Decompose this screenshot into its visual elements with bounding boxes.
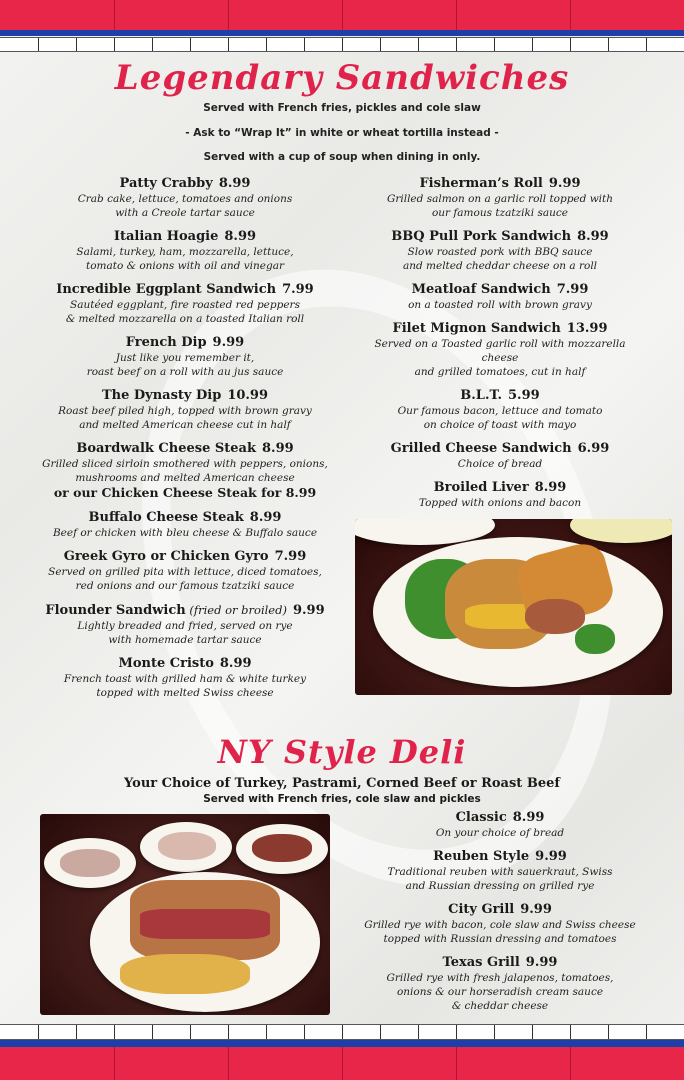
menu-item (355, 282, 645, 312)
border-tick (190, 1025, 191, 1039)
menu-item-title (40, 549, 330, 565)
menu-item-title (355, 441, 645, 457)
menu-item-price: 9.99 (548, 176, 581, 191)
menu-item-description: Salami, turkey, ham, mozzarella, lettuce, (76, 246, 294, 258)
menu-item-description: Traditional reuben with sauerkraut, Swiss (387, 866, 613, 878)
border-tick (152, 38, 153, 51)
menu-item-name: French Dip (125, 335, 207, 350)
menu-item-description: Topped with onions and bacon (418, 497, 582, 509)
menu-item-name: The Dynasty Dip (101, 388, 222, 403)
menu-item-title (358, 955, 642, 971)
menu-item-price: 9.99 (535, 849, 567, 864)
menu-item-description: with a Creole tartar sauce (115, 207, 255, 219)
menu-item-title (40, 229, 330, 245)
menu-item-description: and grilled tomatoes, cut in half (414, 366, 586, 378)
menu-item-name: Patty Crabby (119, 176, 213, 191)
menu-item-description: Choice of bread (457, 458, 543, 470)
bottom-red-band (0, 1047, 684, 1080)
menu-item-price: 9.99 (212, 335, 245, 350)
menu-item-title (40, 441, 330, 457)
border-tick (380, 1025, 381, 1039)
menu-item-title (355, 321, 645, 337)
menu-item-price: 8.99 (219, 656, 252, 671)
border-tick (152, 1025, 153, 1039)
menu-item-title (358, 810, 642, 826)
menu-item-name: Boardwalk Cheese Steak (76, 441, 256, 456)
menu-item-name: Filet Mignon Sandwich (392, 321, 561, 336)
menu-item-name: Reuben Style (433, 849, 530, 864)
menu-item-extra: or our Chicken Cheese Steak for 8.99 (53, 485, 317, 500)
menu-item-price: 8.99 (262, 441, 294, 456)
menu-item-description: Beef or chicken with bleu cheese & Buffalo sauce (52, 527, 318, 539)
menu-item-name: Texas Grill (442, 955, 520, 970)
menu-item (40, 282, 330, 326)
menu-item-description: with homemade tartar sauce (108, 634, 262, 646)
menu-item-name: Flounder Sandwich (45, 603, 186, 618)
menu-item-title (355, 229, 645, 245)
border-tick (76, 1025, 77, 1039)
menu-item (40, 388, 330, 432)
border-tick (608, 1025, 609, 1039)
border-tick (570, 38, 571, 51)
menu-item-price: 8.99 (218, 176, 251, 191)
border-tick (456, 1025, 457, 1039)
top-tick-band (0, 37, 684, 52)
deli-photo (40, 814, 330, 1015)
border-tick (114, 38, 115, 51)
menu-item-title (355, 176, 645, 192)
menu-item-price: 7.99 (556, 282, 589, 297)
border-tick (304, 1025, 305, 1039)
menu-item-description: onions & our horseradish cream sauce (396, 986, 604, 998)
menu-item (40, 549, 330, 593)
menu-item-description: Sautéed eggplant, fire roasted red peppers (70, 299, 300, 311)
bottom-tick-band (0, 1024, 684, 1040)
border-tick (342, 38, 343, 51)
menu-item-description: our famous tzatziki sauce (431, 207, 569, 219)
border-tick (342, 1025, 343, 1039)
top-red-band (0, 0, 684, 30)
menu-item-description: Grilled salmon on a garlic roll topped with (386, 193, 614, 205)
border-tick (532, 38, 533, 51)
menu-item-name: Greek Gyro or Chicken Gyro (63, 549, 269, 564)
border-tick (570, 1025, 571, 1039)
menu-item-description: Lightly breaded and fried, served on rye (77, 620, 293, 632)
menu-item (40, 176, 330, 220)
bottom-blue-band (0, 1040, 684, 1047)
menu-item-description: red onions and our famous tzatziki sauce (75, 580, 295, 592)
menu-item-title (40, 176, 330, 192)
menu-item-name: B.L.T. (460, 388, 503, 403)
menu-item-price: 9.99 (520, 902, 552, 917)
menu-item-title (40, 335, 330, 351)
deli-subline: Served with French fries, cole slaw and pickles (203, 793, 481, 805)
border-tick (228, 1025, 229, 1039)
menu-item-description: & cheddar cheese (451, 1000, 549, 1012)
menu-item-name: Meatloaf Sandwich (411, 282, 551, 297)
border-tick (494, 38, 495, 51)
menu-item-price: 8.99 (512, 810, 545, 825)
border-tick (228, 38, 229, 51)
deli-header (0, 776, 684, 806)
menu-item-name: Italian Hoagie (113, 229, 219, 244)
menu-item-title (355, 480, 645, 496)
menu-item-title (355, 282, 645, 298)
border-tick (38, 1025, 39, 1039)
menu-item (355, 480, 645, 510)
menu-item-price: 8.99 (534, 480, 567, 495)
menu-item (40, 441, 330, 501)
border-tick (380, 38, 381, 51)
menu-item-description: Crab cake, lettuce, tomatoes and onions (77, 193, 293, 205)
sandwiches-note-2: - Ask to “Wrap It” in white or wheat tortilla instead - (185, 127, 499, 139)
menu-item-price: 10.99 (227, 388, 269, 403)
menu-item-price: 13.99 (566, 321, 608, 336)
menu-item-name: Buffalo Cheese Steak (88, 510, 244, 525)
border-tick (418, 38, 419, 51)
menu-item-price: 8.99 (577, 229, 609, 244)
menu-item-price: 5.99 (508, 388, 540, 403)
menu-item-name: Fisherman’s Roll (419, 176, 543, 191)
border-tick (646, 38, 647, 51)
border-tick (304, 38, 305, 51)
deli-title: NY Style Deli (217, 733, 467, 771)
deli-headline: Your Choice of Turkey, Pastrami, Corned Beef or Roast Beef (124, 776, 560, 791)
menu-item-description: & melted mozzarella on a toasted Italian roll (65, 313, 305, 325)
menu-item-description: Grilled rye with bacon, cole slaw and Swiss cheese (364, 919, 636, 931)
border-tick (456, 38, 457, 51)
menu-item-description: Grilled rye with fresh jalapenos, tomatoes, (386, 972, 614, 984)
menu-item-description: and melted cheddar cheese on a roll (402, 260, 598, 272)
border-tick (494, 1025, 495, 1039)
border-tick (114, 1025, 115, 1039)
sandwich-photo (355, 519, 672, 695)
menu-item-title (358, 849, 642, 865)
menu-item-price: 9.99 (292, 603, 325, 618)
border-tick (646, 1025, 647, 1039)
menu-item-description: tomato & onions with oil and vinegar (86, 260, 284, 272)
sandwiches-right-column (355, 176, 645, 519)
menu-item-title (40, 602, 330, 619)
menu-item (40, 510, 330, 540)
border-tick (266, 1025, 267, 1039)
menu-item-price: 7.99 (274, 549, 307, 564)
menu-item (358, 810, 642, 840)
menu-item-name: Grilled Cheese Sandwich (390, 441, 572, 456)
menu-item (355, 176, 645, 220)
menu-item-title (40, 510, 330, 526)
sandwiches-note-3: Served with a cup of soup when dining in only. (203, 151, 481, 163)
border-tick (608, 38, 609, 51)
sandwiches-left-column (40, 176, 330, 709)
menu-item (40, 229, 330, 273)
menu-item-description: roast beef on a roll with au jus sauce (86, 366, 284, 378)
top-blue-band (0, 30, 684, 36)
menu-item-name: Broiled Liver (433, 480, 529, 495)
menu-item-price: 8.99 (249, 510, 282, 525)
menu-item (355, 229, 645, 273)
menu-item-name: BBQ Pull Pork Sandwich (391, 229, 572, 244)
menu-item-name: Monte Cristo (118, 656, 214, 671)
menu-item-price: 9.99 (525, 955, 558, 970)
menu-item (358, 849, 642, 893)
menu-item-description: topped with melted Swiss cheese (96, 687, 274, 699)
menu-item-description: Slow roasted pork with BBQ sauce (407, 246, 593, 258)
menu-item (40, 335, 330, 379)
border-tick (532, 1025, 533, 1039)
menu-item-price: 8.99 (224, 229, 257, 244)
menu-item-description: on choice of toast with mayo (423, 419, 577, 431)
menu-item-note: (fried or broiled) (185, 603, 287, 617)
menu-item-description: and melted American cheese cut in half (79, 419, 291, 431)
menu-item-description: Just like you remember it, (115, 352, 255, 364)
menu-item-name: Incredible Eggplant Sandwich (56, 282, 277, 297)
menu-item-description: French toast with grilled ham & white turkey (63, 673, 307, 685)
bottom-border (0, 1024, 684, 1080)
menu-item-description: on a toasted roll with brown gravy (408, 299, 592, 311)
menu-item-description: On your choice of bread (435, 827, 565, 839)
menu-item (358, 955, 642, 1013)
border-tick (418, 1025, 419, 1039)
menu-item-description: Our famous bacon, lettuce and tomato (397, 405, 603, 417)
sandwiches-note-1: Served with French fries, pickles and cole slaw (203, 102, 481, 114)
menu-item (355, 321, 645, 379)
menu-item-description: Served on grilled pita with lettuce, diced tomatoes, (48, 566, 322, 578)
menu-item-title (358, 902, 642, 918)
menu-item-price: 7.99 (282, 282, 314, 297)
menu-item-title (40, 282, 330, 298)
menu-item-title (355, 388, 645, 404)
menu-item-description: Served on a Toasted garlic roll with mozzarella cheese (374, 338, 626, 364)
menu-item-description: topped with Russian dressing and tomatoes (383, 933, 617, 945)
menu-item-title (40, 388, 330, 404)
border-tick (38, 38, 39, 51)
menu-item-price: 6.99 (577, 441, 610, 456)
menu-item-title (40, 656, 330, 672)
menu-item-name: City Grill (448, 902, 515, 917)
menu-item (355, 388, 645, 432)
menu-item-description: mushrooms and melted American cheese (75, 472, 295, 484)
border-tick (76, 38, 77, 51)
menu-item (358, 902, 642, 946)
deli-items-column (358, 810, 642, 1022)
border-tick (266, 38, 267, 51)
border-tick (190, 38, 191, 51)
menu-item-name: Classic (455, 810, 507, 825)
menu-item-description: Roast beef piled high, topped with brown gravy (58, 405, 312, 417)
menu-item (40, 602, 330, 647)
sandwiches-title: Legendary Sandwiches (114, 58, 570, 98)
menu-item (355, 441, 645, 471)
menu-item-description: and Russian dressing on grilled rye (405, 880, 595, 892)
menu-item (40, 656, 330, 700)
menu-item-description: Grilled sliced sirloin smothered with peppers, onions, (42, 458, 328, 470)
top-border (0, 0, 684, 52)
